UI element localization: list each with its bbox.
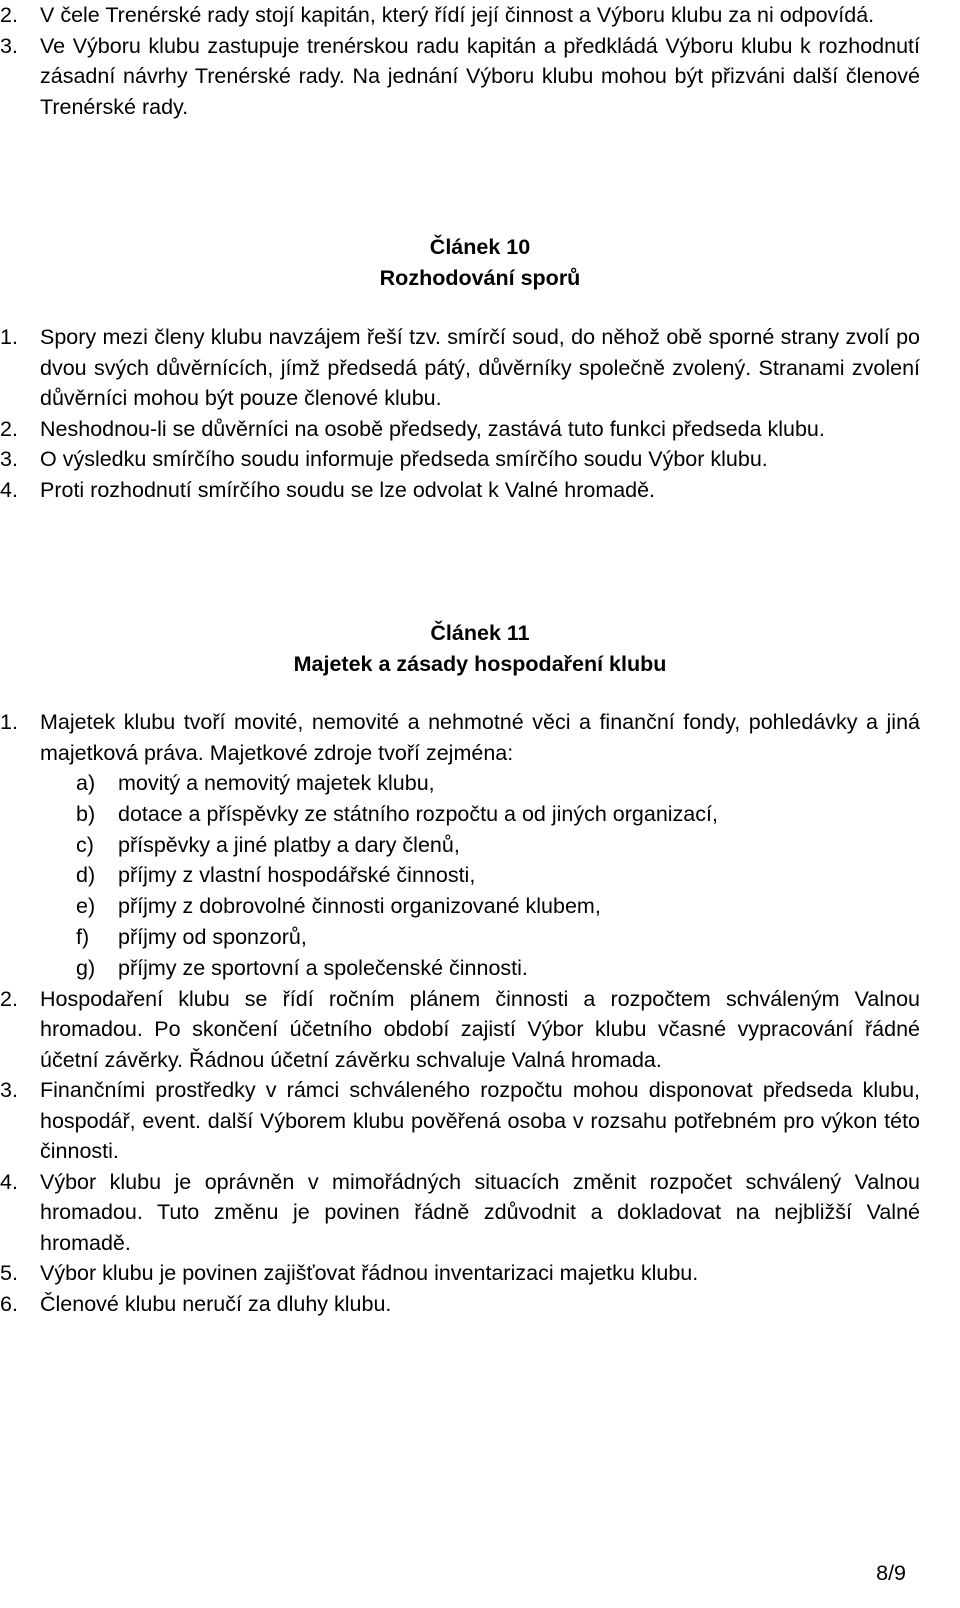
item-text: Proti rozhodnutí smírčího soudu se lze odvolat k Valné hromadě.: [40, 477, 656, 502]
article-subtitle: Majetek a zásady hospodaření klubu: [293, 652, 667, 676]
article-11-items: [0, 707, 960, 1319]
item-number: 3.: [0, 33, 18, 58]
item-number: 6.: [0, 1291, 18, 1316]
item-text: Ve Výboru klubu zastupuje trenérskou radu kapitán a předkládá Výboru klubu k rozhodnutí zásadní návrhy Trenérské rady. Na jednání Výboru klubu mohou být přizváni další členové Trenérské rady.: [40, 33, 920, 119]
list-item: [0, 444, 920, 475]
list-item: [0, 1075, 920, 1167]
item-number: 5.: [0, 1261, 18, 1286]
list-item: [0, 322, 920, 414]
list-item: [0, 1258, 920, 1289]
item-number: 4.: [0, 1169, 18, 1194]
list-item: [0, 707, 920, 768]
sub-item-letter: c): [76, 832, 94, 857]
article-title: Článek 11: [430, 621, 530, 645]
item-number: 2.: [0, 416, 18, 441]
sub-list-item: [0, 891, 920, 922]
sub-item-letter: b): [76, 801, 96, 826]
item-number: 3.: [0, 447, 18, 471]
item-text: Neshodnou-li se důvěrníci na osobě předsedy, zastává tuto funkci předseda klubu.: [40, 416, 825, 441]
item-number: 1.: [0, 710, 18, 734]
sub-item-letter: a): [76, 771, 96, 795]
item-number: 3.: [0, 1078, 18, 1103]
sub-item-text: movitý a nemovitý majetek klubu,: [118, 771, 435, 795]
page-number: 8/9: [876, 1561, 906, 1585]
article-title: Článek 10: [429, 235, 531, 259]
article-10-items: [0, 322, 960, 505]
sub-item-text: příjmy z vlastní hospodářské činnosti,: [118, 863, 476, 888]
sub-item-text: příjmy od sponzorů,: [118, 924, 307, 949]
sub-list-item: [0, 768, 920, 799]
sub-item-text: příspěvky a jiné platby a dary členů,: [118, 832, 460, 857]
item-text: O výsledku smírčího soudu informuje předseda smírčího soudu Výbor klubu.: [40, 447, 768, 471]
sub-item-letter: e): [76, 894, 96, 919]
list-item: [0, 1167, 920, 1259]
list-item: [0, 0, 920, 31]
item-text: Výbor klubu je oprávněn v mimořádných situacích změnit rozpočet schválený Valnou hromadou. Tuto změnu je povinen řádně zdůvodnit a dokladovat na nejbližší Valné hromadě.: [40, 1169, 920, 1255]
sub-item-letter: g): [76, 955, 96, 980]
sub-list-item: [0, 799, 920, 830]
sub-item-letter: d): [76, 863, 96, 888]
sub-list-item: [0, 953, 920, 984]
item-text: Hospodaření klubu se řídí ročním plánem činnosti a rozpočtem schváleným Valnou hromadou. Po skončení účetního období zajistí Výbor klubu včasné vypracování řádné účetní závěrky. Řádnou účetní závěrku schvaluje Valná hromada.: [40, 986, 920, 1072]
sub-item-letter: f): [76, 924, 90, 949]
item-text: Výbor klubu je povinen zajišťovat řádnou inventarizaci majetku klubu.: [40, 1261, 699, 1286]
list-item: [0, 414, 920, 445]
article-subtitle: Rozhodování sporů: [379, 266, 581, 290]
sub-item-text: dotace a příspěvky ze státního rozpočtu a od jiných organizací,: [118, 801, 718, 826]
sub-list-item: [0, 922, 920, 953]
list-item: [0, 1289, 920, 1320]
item-text: V čele Trenérské rady stojí kapitán, který řídí její činnost a Výboru klubu za ni odpovídá.: [40, 3, 875, 27]
list-item: [0, 984, 920, 1076]
item-number: 2.: [0, 3, 18, 27]
sub-list-item: [0, 860, 920, 891]
item-text: Spory mezi členy klubu navzájem řeší tzv. smírčí soud, do něhož obě sporné strany zvolí po dvou svých důvěrnících, jímž předsedá pátý, důvěrníky společně zvolený. Stranami zvolení důvěrníci mohou být pouze členové klubu.: [40, 325, 920, 410]
item-text: Majetek klubu tvoří movité, nemovité a nehmotné věci a finanční fondy, pohledávky a jiná majetková práva. Majetkové zdroje tvoří zejména:: [40, 710, 920, 765]
item-number: 1.: [0, 325, 18, 349]
sub-item-text: příjmy z dobrovolné činnosti organizované klubem,: [118, 894, 601, 919]
article-11-heading: [0, 618, 960, 680]
list-item: [0, 31, 920, 123]
item-text: Finančními prostředky v rámci schváleného rozpočtu mohou disponovat předseda klubu, hospodář, event. další Výborem klubu pověřená osoba v rozsahu potřebném pro výkon této činnosti.: [40, 1078, 920, 1164]
item-number: 2.: [0, 986, 18, 1011]
sub-list-item: [0, 830, 920, 861]
item-text: Členové klubu neručí za dluhy klubu.: [40, 1291, 392, 1316]
top-items: [0, 0, 960, 122]
sub-item-text: příjmy ze sportovní a společenské činnosti.: [118, 955, 528, 980]
item-number: 4.: [0, 477, 18, 502]
list-item: [0, 475, 920, 506]
article-10-heading: [0, 232, 960, 294]
